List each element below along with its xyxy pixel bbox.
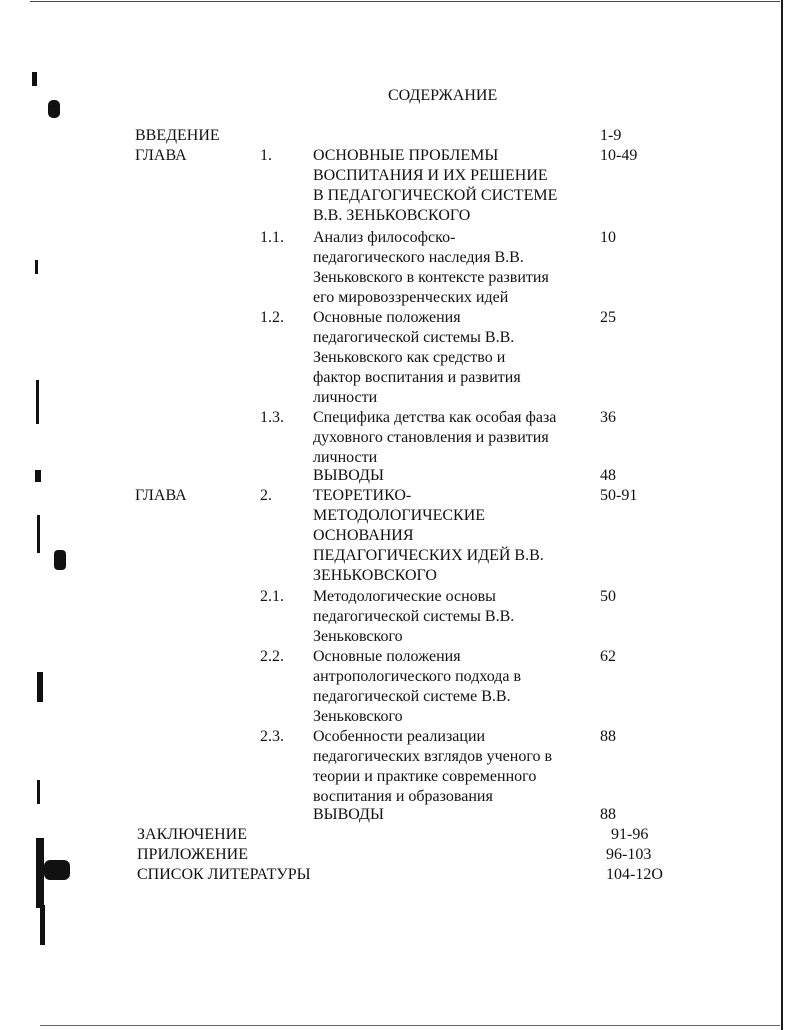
section-1-2-line: личности [313,389,378,406]
binding-mark [36,380,39,424]
section-2-2-line: антропологического подхода в [313,668,522,685]
chapter2-conclusions-label: ВЫВОДЫ [313,806,384,823]
binding-mark [37,515,40,553]
section-1-2-number: 1.2. [260,309,284,326]
intro-label: ВВЕДЕНИЕ [135,127,220,144]
chapter2-title-line: ЗЕНЬКОВСКОГО [313,567,437,584]
chapter1-label: ГЛАВА [135,147,187,164]
chapter2-number: 2. [260,487,272,504]
binding-mark [48,100,60,118]
appendix-pages: 96-103 [606,846,652,863]
section-2-1-number: 2.1. [260,588,284,605]
chapter2-label: ГЛАВА [135,487,187,504]
chapter2-title-line: ПЕДАГОГИЧЕСКИХ ИДЕЙ В.В. [313,547,544,564]
chapter2-title-line: ТЕОРЕТИКО- [313,487,412,504]
conclusion-pages: 91-96 [611,826,649,843]
section-2-1-line: Методологические основы [313,588,496,605]
section-1-2-line: Основные положения [313,309,461,326]
chapter1-title-line: В.В. ЗЕНЬКОВСКОГО [313,207,471,224]
section-2-3-line: педагогических взглядов ученого в [313,748,553,765]
section-2-3-line: Особенности реализации [313,728,486,745]
scan-edge-bottom [40,1025,780,1026]
references-pages: 104-12О [606,866,663,883]
binding-mark [40,905,45,945]
chapter1-title-line: ВОСПИТАНИЯ И ИХ РЕШЕНИЕ [313,167,548,184]
chapter2-pages: 50-91 [600,487,638,504]
binding-mark [44,860,70,880]
references-label: СПИСОК ЛИТЕРАТУРЫ [137,866,311,883]
scan-edge-top [30,1,780,2]
intro-pages: 1-9 [600,127,622,144]
section-2-3-line: теории и практике современного [313,768,537,785]
section-1-3-number: 1.3. [260,409,284,426]
section-1-3-line: духовного становления и развития [313,429,549,446]
section-1-3-line: личности [313,449,378,466]
chapter2-title-line: ОСНОВАНИЯ [313,527,414,544]
section-2-3-line: воспитания и образования [313,788,493,805]
binding-mark [36,838,44,908]
appendix-label: ПРИЛОЖЕНИЕ [137,846,249,863]
section-1-3-pages: 36 [600,409,616,426]
section-2-1-line: Зеньковского [313,628,403,645]
binding-mark [37,672,43,702]
section-2-2-line: Основные положения [313,648,461,665]
chapter2-conclusions-pages: 88 [600,806,616,823]
chapter2-title-line: МЕТОДОЛОГИЧЕСКИЕ [313,507,486,524]
chapter1-pages: 10-49 [600,147,638,164]
toc-title: СОДЕРЖАНИЕ [388,87,498,104]
section-1-3-line: Специфика детства как особая фаза [313,409,557,426]
binding-mark [54,550,66,570]
section-1-1-line: его мировоззренческих идей [313,289,509,306]
section-2-3-number: 2.3. [260,728,284,745]
section-2-2-line: педагогической системе В.В. [313,688,511,705]
section-1-1-pages: 10 [600,229,616,246]
binding-mark [35,260,38,274]
binding-mark [35,470,41,482]
chapter1-title-line: В ПЕДАГОГИЧЕСКОЙ СИСТЕМЕ [313,187,558,204]
section-1-2-pages: 25 [600,309,616,326]
section-1-1-number: 1.1. [260,229,284,246]
section-2-1-line: педагогической системы В.В. [313,608,515,625]
binding-mark [32,72,37,86]
section-1-1-line: Анализ философско- [313,229,456,246]
binding-mark [37,780,40,804]
scan-edge-right [781,0,783,1030]
section-2-2-pages: 62 [600,648,616,665]
section-1-1-line: Зеньковского в контексте развития [313,269,549,286]
section-2-1-pages: 50 [600,588,616,605]
chapter1-title-line: ОСНОВНЫЕ ПРОБЛЕМЫ [313,147,499,164]
chapter1-conclusions-label: ВЫВОДЫ [313,467,384,484]
section-2-3-pages: 88 [600,728,616,745]
section-1-2-line: Зеньковского как средство и [313,349,506,366]
section-1-1-line: педагогического наследия В.В. [313,249,524,266]
section-1-2-line: педагогической системы В.В. [313,329,515,346]
section-2-2-number: 2.2. [260,648,284,665]
section-2-2-line: Зеньковского [313,708,403,725]
section-1-2-line: фактор воспитания и развития [313,369,521,386]
chapter1-conclusions-pages: 48 [600,467,616,484]
chapter1-number: 1. [260,147,272,164]
conclusion-label: ЗАКЛЮЧЕНИЕ [137,826,247,843]
